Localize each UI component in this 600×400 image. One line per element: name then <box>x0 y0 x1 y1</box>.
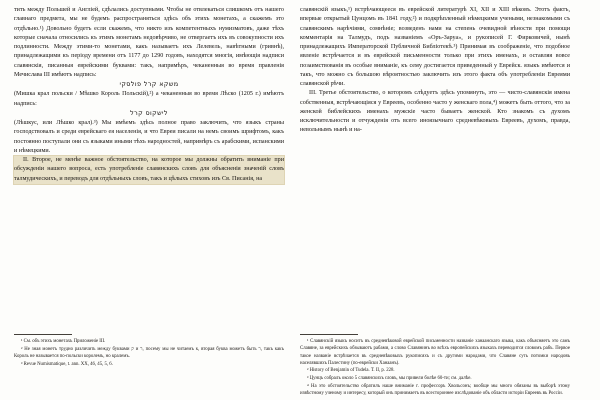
left-footnotes <box>14 329 284 398</box>
footnote: ¹ Славянскій языкъ носитъ въ средневѣковой еврейской письменности названіе ханаанскаго языка, какъ объясняетъ это самъ Славяне, за еврейскихъ обзываютъ рабами, а слово Славянинъ во всѣхъ европейскихъ языкахъ переводится словомъ рабъ. Первое такое названіе встрѣчается въ средневѣковыхъ рукописяхъ и съ другими народами, что Славяне суть потомки народовъ населявшихъ Палестину (по-еврейски Ханаанъ). <box>300 339 570 366</box>
hebrew-text: משקא קרל פולסקי <box>119 80 179 88</box>
hebrew-inscription-2 <box>14 109 284 119</box>
page-columns <box>14 6 586 342</box>
paragraph: тить между Польшей и Англіей, сдѣлались доступными. Чтобы не отвлекаться слишкомъ отъ нашего главнаго предмета, мы не будемъ распространяться здѣсь объ этихъ монетахъ, а скажемъ это отдѣльно.¹) Довольно будетъ если скажемъ, что никто изъ компетентныхъ нумизматовъ, даже тѣхъ которые сначала относились къ этимъ монетамъ недовѣрчиво, не отвергаетъ ихъ въ совокупности ихъ подлинности. Между этими-то монетами, какъ называетъ ихъ Лелевель, навѣтными (гривнѣ), принадлежащими къ періоду времени отъ 1177 до 1290 годовъ, находятся многія, имѣющія надписи славянскія, писанныя еврейскими буквами: такъ, напримѣръ, чеканенныя во время правленія Мечислава III имѣютъ надпись: <box>14 7 284 78</box>
footnote: ³ Revue Numismatique, t. ann. XX, 46, 45, 5, 6. <box>21 361 113 367</box>
right-column-body <box>300 6 570 136</box>
footnote: ¹ См. объ этихъ монетахъ Приложеніе III. <box>21 339 106 345</box>
right-column <box>300 6 570 342</box>
left-column-body <box>14 6 284 184</box>
hebrew-text: לישקוס קרל <box>130 108 168 117</box>
right-footnotes <box>300 329 570 398</box>
footnote-rule <box>14 334 72 335</box>
paragraph: III. Третье обстоятельство, о которомъ слѣдуетъ здѣсь упомянуть, это — чисто-славянскія имена собственныя, встрѣчающіяся у Евреевъ, особенно часто у женскаго пола,⁴) можетъ быть оттого, что за женской библейскихъ именахъ мужскіе часто бываетъ женской. Кто знакомъ съ духомъ исключительности и отчужденія отъ всего иноязычнаго средневѣковыхъ Евреевъ, духомъ, правда, невольнымъ нынѣ и на- <box>300 90 570 134</box>
footnote-rule <box>300 334 358 335</box>
left-column <box>14 6 284 342</box>
paragraph: славянскій языкъ,¹) встрѣчающееся въ еврейской литературѣ XI, XII и XIII вѣковъ. Этотъ фактъ, впервые открытый Цунцомъ въ 1841 году,²) и подкрѣпленный нѣмецкими учеными, незнакомыми съ славянскимъ нарѣчіями, сомнѣніе; возведенъ нами на степень очевидной вѣности при помощи комментарія на Талмудъ, подъ названіемъ «Оръ-Заруа», и рукописей Г. Фирковичей, нынѣ принадлежащихъ Императорской Публичной Библіотекѣ.³) Принимая въ соображеніе, что подобное явленіе встрѣчается и въ еврейской письменности только при этихъ именахъ, и оставляя вовсе позаимствованія въ особые вниманіе, къ сему достигается приведенный у Еврейск. языкъ имѣются и такъ, что можно съ большою вѣроятностью заключить изъ этого факта объ употребленіи Евреями славянской рѣчи. <box>300 7 570 87</box>
paragraph: (Мишка крал польски / Мѣшко Король Польскій),²) а чеканенныя во время Лѣско (1205 г.) имѣютъ надпись: <box>14 91 284 107</box>
footnotes-area <box>14 329 586 398</box>
right-footnote-list <box>300 338 570 397</box>
footnote: ² Не зная монетъ трудно различить между буквами ק и ר, посему мы не читаемъ к, вторая буква можетъ быть ר, такъ какъ Король не называется по-польски королемъ, но кралемъ. <box>14 346 284 360</box>
hebrew-inscription-1 <box>14 80 284 90</box>
paragraph: (Лѣшкус, или Лѣшко крал).³) Мы имѣемъ здѣсь полное право заключить, что языкъ страны господствовалъ и среди еврейскаго ея населенія, и что Евреи писали на немъ своимъ шрифтомъ, какъ постоянно поступали они съ языками иными тѣхъ народностей, напримѣръ съ арабскими, испанскими и нѣмецкими. <box>14 120 284 154</box>
footnote: ² History of Benjamin of Tudela. T. II, p. 228. <box>307 368 395 374</box>
footnote: ³ Цунцъ собралъ около 5 славянскихъ словъ, мы привели болѣе 60-ти; см. далѣе. <box>307 376 472 382</box>
highlighted-paragraph: II. Второе, не менѣе важное обстоятельство, на которое мы должны обратить вниманіе при обсужденіи нашего вопроса, есть употребленіе славянскихъ словъ для объясненія значеній словъ талмудическихъ, и переводъ для отдѣльныхъ словъ, такъ и цѣлыхъ стиховъ изъ Св. Писанія, на <box>14 156 284 184</box>
left-footnote-list <box>14 338 284 368</box>
footnote: ⁴ На это обстоятельство обратилъ наше вниманіе г. профессоръ Хвольсонъ; вообще мы много обязаны въ выборѣ этому извѣстному ученому и интересу, который онъ принимаетъ въ всестороннее изслѣдованіе объ области исторіи Евреевъ въ Россіи. <box>300 384 570 397</box>
